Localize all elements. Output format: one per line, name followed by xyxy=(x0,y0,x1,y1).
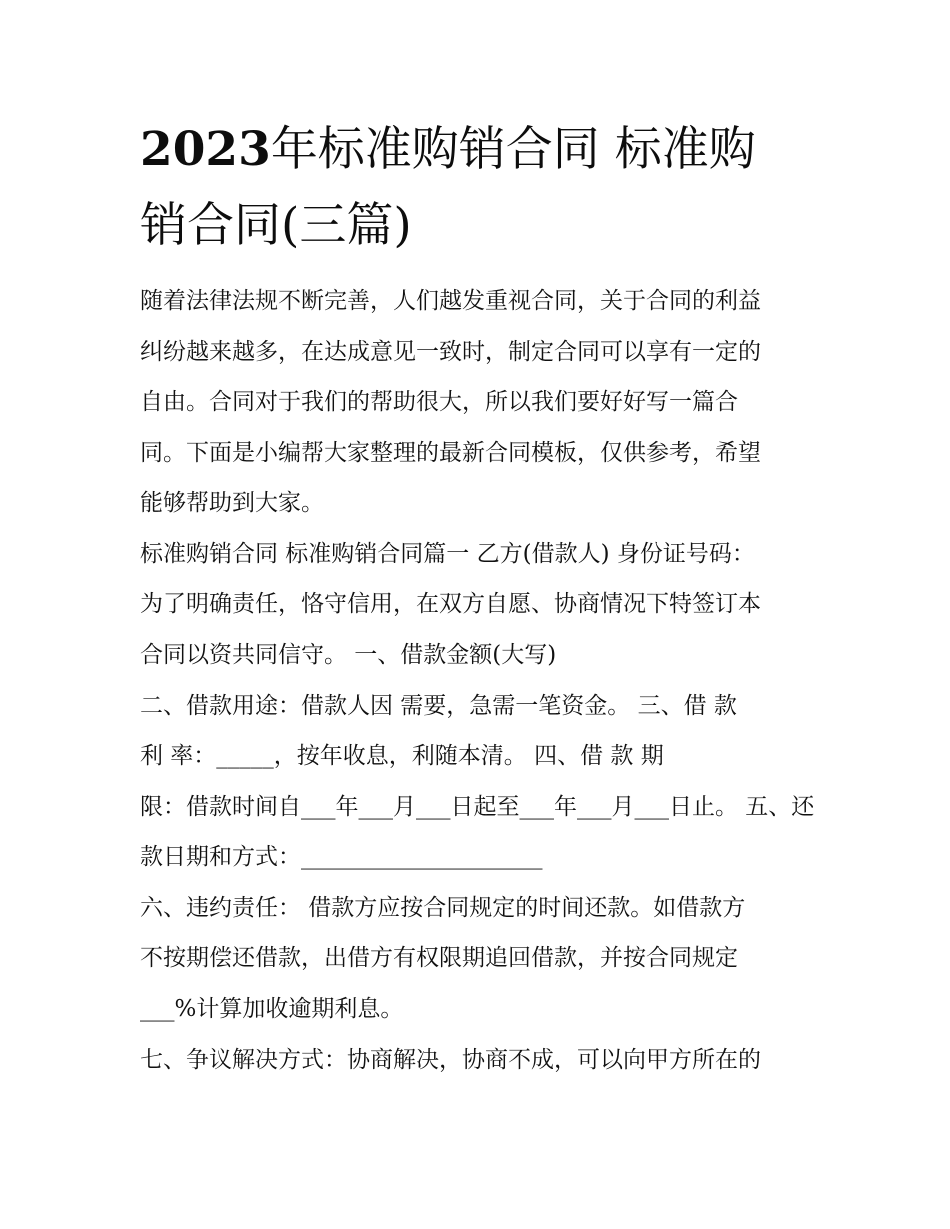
body-line: 七、争议解决方式：协商解决，协商不成，可以向甲方所在的 xyxy=(140,1047,761,1073)
body-line: 利 率：_____，按年收息，利随本清。 四、借 款 期 xyxy=(140,743,664,769)
body-line: 能够帮助到大家。 xyxy=(140,490,324,516)
body-line: 不按期偿还借款，出借方有权限期追回借款，并按合同规定 xyxy=(140,945,738,971)
body-line: 同。下面是小编帮大家整理的最新合同模板，仅供参考，希望 xyxy=(140,440,761,466)
body-line: 为了明确责任，恪守信用，在双方自愿、协商情况下特签订本 xyxy=(140,591,761,617)
document-title xyxy=(140,112,820,264)
title-line2-text: 销合同(三篇) xyxy=(140,198,412,253)
body-line: 纠纷越来越多，在达成意见一致时，制定合同可以享有一定的 xyxy=(140,339,761,365)
body-line: 二、借款用途：借款人因 需要，急需一笔资金。 三、借 款 xyxy=(140,693,737,719)
body-line: 合同以资共同信守。 一、借款金额(大写) xyxy=(140,642,557,668)
title-line1-text: 年标准购销合同 标准购 xyxy=(270,122,756,177)
title-year: 2023 xyxy=(140,122,271,177)
body-line: 款日期和方式：_____________________ xyxy=(140,844,543,870)
body-line: 随着法律法规不断完善，人们越发重视合同，关于合同的利益 xyxy=(140,288,761,314)
body-line: 标准购销合同 标准购销合同篇一 乙方(借款人) 身份证号码： xyxy=(140,541,755,567)
body-line: 限：借款时间自___年___月___日起至___年___月___日止。 五、还 xyxy=(140,794,815,820)
body-line: ___%计算加收逾期利息。 xyxy=(140,996,404,1022)
body-line: 自由。合同对于我们的帮助很大，所以我们要好好写一篇合 xyxy=(140,389,738,415)
body-line: 六、违约责任： 借款方应按合同规定的时间还款。如借款方 xyxy=(140,895,746,921)
